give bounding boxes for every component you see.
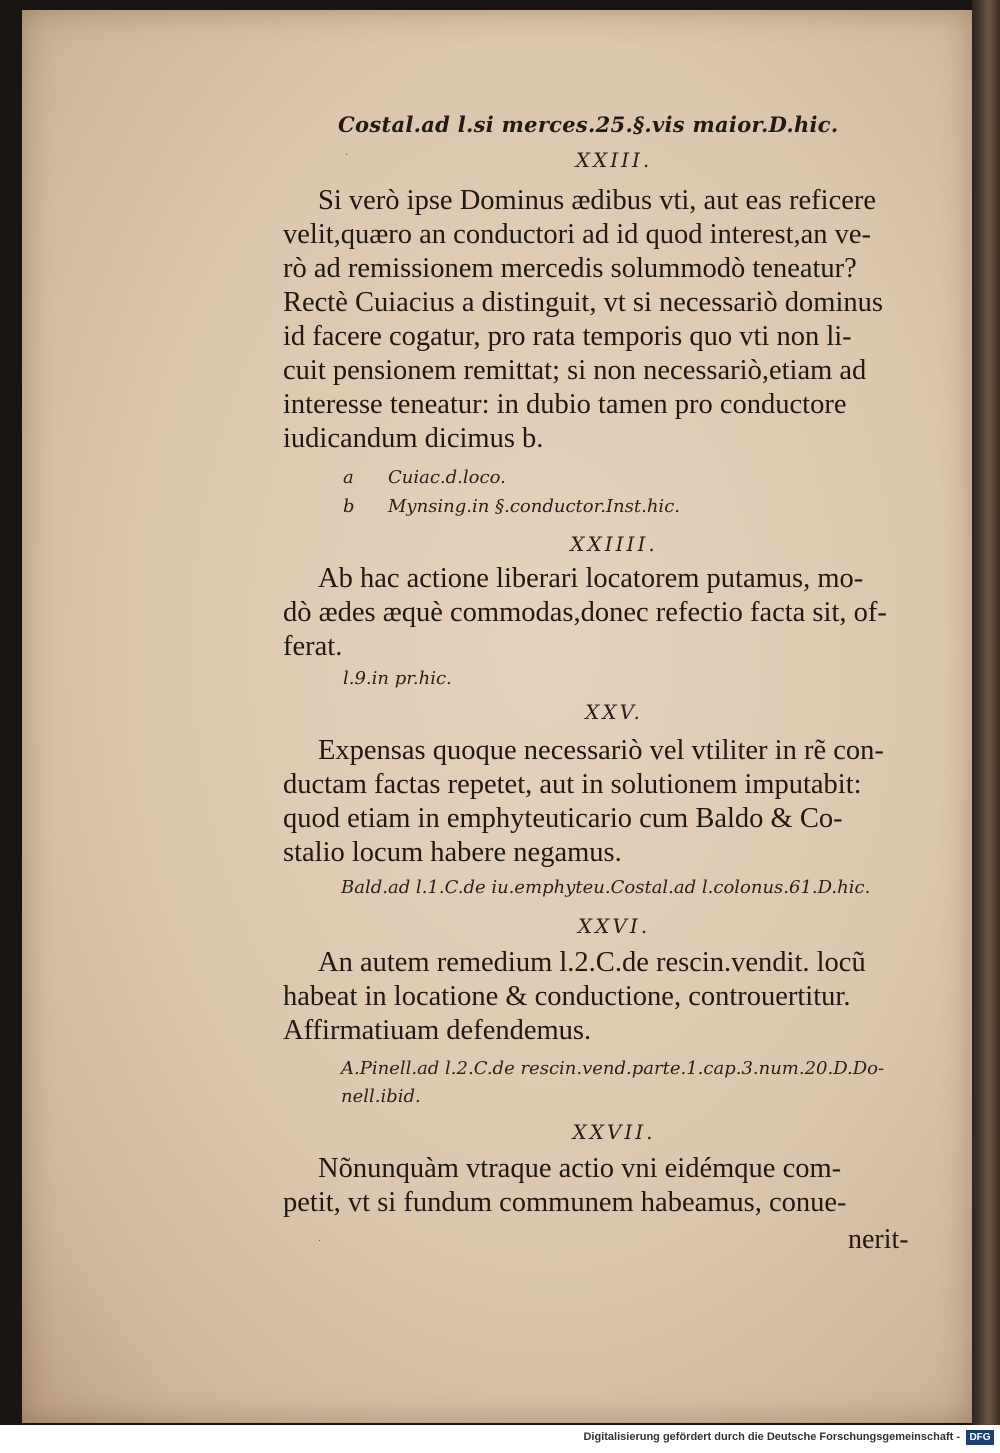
footnote: A.Pinell.ad l.2.C.de rescin.vend.parte.1.cap.3.num.20.D.Do- xyxy=(341,1058,885,1079)
footer-bar xyxy=(0,1425,1000,1453)
text-line: petit, vt si fundum communem habeamus, conue- xyxy=(283,1187,847,1218)
text-line: dò ædes æquè commodas,donec refectio facta sit, of- xyxy=(283,597,887,628)
text-line: Si verò ipse Dominus ædibus vti, aut eas reficere xyxy=(318,185,877,216)
section-number: XXVII. xyxy=(572,1120,656,1144)
page-edge xyxy=(972,0,1000,1425)
ink-speck: · xyxy=(345,150,349,161)
paragraph xyxy=(283,1152,945,1220)
text-line: An autem remedium l.2.C.de rescin.vendit. locũ xyxy=(318,947,866,978)
text-line: ferat. xyxy=(283,631,343,662)
section-number: XXV. xyxy=(585,700,643,724)
text-line: cuit pensionem remittat; si non necessariò,etiam ad xyxy=(283,355,867,386)
text-line: Nõnunquàm vtraque actio vni eidémque com- xyxy=(318,1153,842,1184)
section-number: XXVI. xyxy=(577,914,651,938)
text-line: Affirmatiuam defendemus. xyxy=(283,1015,592,1046)
footnote: a Cuiac.d.loco. xyxy=(343,467,506,488)
text-line: Expensas quoque necessariò vel vtiliter in rẽ con- xyxy=(318,735,884,766)
text-line: habeat in locatione & conductione, controuertitur. xyxy=(283,981,851,1012)
dfg-logo: DFG xyxy=(966,1430,994,1445)
footnote: Bald.ad l.1.C.de iu.emphyteu.Costal.ad l.colonus.61.D.hic. xyxy=(341,877,871,898)
paragraph xyxy=(283,562,945,664)
footnote: b Mynsing.in §.conductor.Inst.hic. xyxy=(343,496,680,517)
text-line: Rectè Cuiacius a distinguit, vt si necessariò dominus xyxy=(283,287,883,318)
section-number: XXIII. xyxy=(575,148,653,172)
footnote: nell.ibid. xyxy=(341,1086,421,1107)
paragraph xyxy=(283,184,945,456)
ink-speck: · xyxy=(318,1236,322,1247)
text-line: interesse teneatur: in dubio tamen pro conductore xyxy=(283,389,847,420)
paragraph xyxy=(283,946,945,1048)
text-line: iudicandum dicimus b. xyxy=(283,423,544,454)
text-line: velit,quæro an conductori ad id quod interest,an ve- xyxy=(283,219,872,250)
catchword: nerit- xyxy=(848,1224,909,1255)
section-number: XXIIII. xyxy=(570,532,658,556)
running-head: Costal.ad l.si merces.25.§.vis maior.D.hic. xyxy=(338,112,839,137)
text-line: Ab hac actione liberari locatorem putamus, mo- xyxy=(318,563,864,594)
text-line: stalio locum habere negamus. xyxy=(283,837,622,868)
text-line: quod etiam in emphyteuticario cum Baldo & Co- xyxy=(283,803,843,834)
text-line: id facere cogatur, pro rata temporis quo vti non li- xyxy=(283,321,852,352)
text-line: rò ad remissionem mercedis solummodò teneatur? xyxy=(283,253,857,284)
footer-credit: Digitalisierung gefördert durch die Deutsche Forschungsgemeinschaft - xyxy=(583,1431,960,1443)
paragraph xyxy=(283,734,945,870)
footnote: l.9.in pr.hic. xyxy=(343,668,452,689)
page-body xyxy=(283,0,945,1300)
text-line: ductam factas repetet, aut in solutionem imputabit: xyxy=(283,769,862,800)
